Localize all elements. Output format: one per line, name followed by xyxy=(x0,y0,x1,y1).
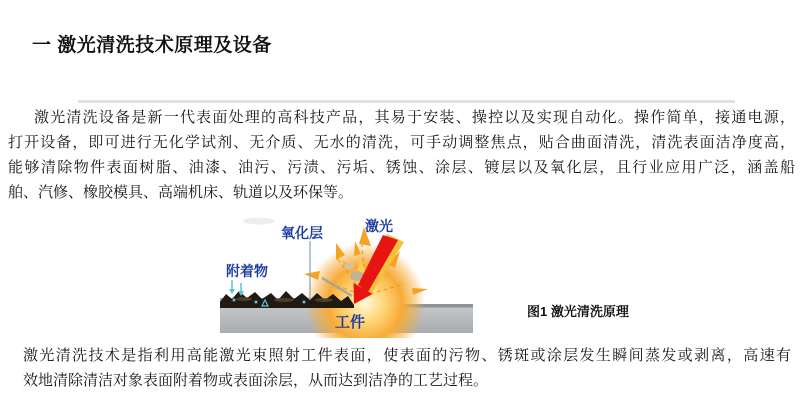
figure-caption: 图1 激光清洗原理 xyxy=(527,304,629,319)
intro-paragraph xyxy=(8,105,795,205)
laser-cleaning-diagram xyxy=(214,214,491,338)
attachment-label: 附着物 xyxy=(226,263,268,279)
page-title: 一 激光清洗技术原理及设备 xyxy=(32,35,272,56)
intro-line-3: 能够清除物件表面树脂、油漆、油污、污渍、污垢、锈蚀、涂层、镀层以及氧化层，且行业应用广泛，涵盖船 xyxy=(8,159,795,176)
diagram-svg xyxy=(214,214,491,338)
oxide-layer-label: 氧化层 xyxy=(281,225,323,241)
workpiece-label: 工件 xyxy=(335,314,366,331)
intro-line-1: 激光清洗设备是新一代表面处理的高科技产品，其易于安装、操控以及实现自动化。操作简单，接通电源， xyxy=(34,109,795,126)
laser-label: 激光 xyxy=(365,218,393,234)
closing-line-1: 激光清洗技术是指利用高能激光束照射工件表面，使表面的污物、锈斑或涂层发生瞬间蒸发或剥离，高速有 xyxy=(23,347,791,364)
intro-line-2: 打开设备，即可进行无化学试剂、无介质、无水的清洗，可手动调整焦点，贴合曲面清洗，清洗表面洁净度高， xyxy=(8,134,795,151)
attachment-arrows xyxy=(229,280,244,296)
divider-line xyxy=(78,100,735,103)
closing-line-2: 效地清除清洁对象表面附着物或表面涂层，从而达到洁净的工艺过程。 xyxy=(23,372,489,389)
smoke-wisp xyxy=(243,218,275,225)
intro-line-4: 舶、汽修、橡胶模具、高端机床、轨道以及环保等。 xyxy=(8,184,354,201)
closing-paragraph xyxy=(23,343,791,393)
